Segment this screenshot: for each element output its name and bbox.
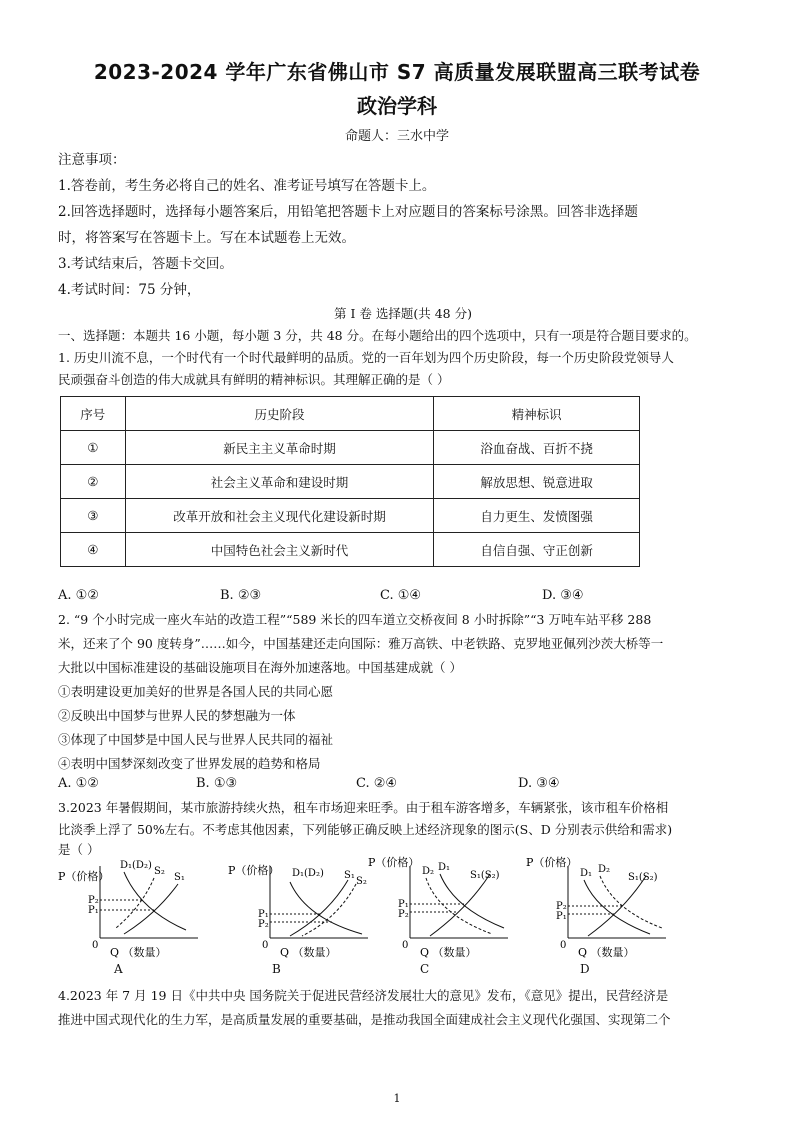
curve-label: D₁ — [438, 862, 451, 873]
note-item: 时，将答案写在答题卡上。写在本试题卷上无效。 — [58, 230, 355, 246]
curve-label: D₁(D₂) — [292, 868, 324, 879]
q1-option-c: C. ①④ — [380, 588, 422, 603]
demand-curve-d1 — [584, 880, 650, 934]
table-row — [61, 499, 640, 533]
q1-option-b: B. ②③ — [220, 588, 262, 603]
q3-stem: 是（ ） — [58, 842, 100, 857]
table-cell: 自信自强、守正创新 — [434, 533, 640, 567]
q1-stem: 民顽强奋斗创造的伟大成就具有鲜明的精神标识。其理解正确的是（ ） — [58, 372, 450, 387]
x-axis-label: Q （数量） — [578, 946, 635, 959]
x-axis-label: Q （数量） — [420, 946, 477, 959]
y-axis-label: P（价格） — [368, 856, 420, 869]
origin-label: 0 — [402, 940, 409, 951]
notes-heading: 注意事项： — [58, 152, 126, 168]
q2-statement: ①表明建设更加美好的世界是各国人民的共同心愿 — [58, 684, 334, 699]
price-label: P₁ — [88, 905, 99, 916]
table-cell: 社会主义革命和建设时期 — [125, 465, 434, 499]
q3-graph-d — [526, 858, 676, 978]
demand-curve-d2 — [600, 876, 662, 928]
origin-label: 0 — [92, 940, 99, 951]
table-cell: ① — [61, 431, 126, 465]
q1-table — [60, 396, 640, 567]
q2-stem: 米，还来了个 90 度转身”……如今，中国基建还走向国际：雅万高铁、中老铁路、克罗地亚佩列沙茨大桥等一 — [58, 636, 664, 651]
price-label: P₂ — [88, 895, 99, 906]
q2-option-a: A. ①② — [58, 776, 99, 791]
note-item: 4.考试时间：75 分钟， — [58, 282, 201, 298]
price-label: P₂ — [258, 919, 269, 930]
q2-statement: ②反映出中国梦与世界人民的梦想融为一体 — [58, 708, 296, 723]
table-row — [61, 533, 640, 567]
demand-curve-d2 — [426, 878, 492, 934]
table-header: 序号 — [61, 397, 126, 431]
origin-label: 0 — [560, 940, 567, 951]
graph-a-svg — [58, 858, 208, 978]
graph-d-svg — [526, 858, 676, 978]
table-cell: 新民主主义革命时期 — [125, 431, 434, 465]
exam-author: 命题人：三水中学 — [344, 129, 449, 144]
q2-option-b: B. ①③ — [196, 776, 238, 791]
q3-graph-a — [58, 858, 208, 978]
note-item: 1.答卷前，考生务必将自己的姓名、准考证号填写在答题卡上。 — [58, 178, 436, 194]
q1-option-d: D. ③④ — [542, 588, 584, 603]
q1-stem: 1. 历史川流不息，一个时代有一个时代最鲜明的品质。党的一百年划为四个历史阶段，每一个历史阶段党领导人 — [58, 350, 674, 365]
section-title: 第 I 卷 选择题(共 48 分) — [334, 306, 472, 321]
supply-curve-s1 — [290, 880, 348, 936]
page-number: 1 — [393, 1092, 401, 1105]
graph-c-svg — [368, 858, 518, 978]
graph-b-label: B — [272, 962, 281, 976]
table-cell: 浴血奋战、百折不挠 — [434, 431, 640, 465]
curve-label: D₂ — [598, 864, 611, 875]
note-item: 2.回答选择题时，选择每小题答案后，用铅笔把答题卡上对应题目的答案标号涂黑。回答非选择题 — [58, 204, 638, 220]
y-axis-label: P（价格） — [58, 870, 110, 883]
section-instruction: 一、选择题：本题共 16 小题，每小题 3 分，共 48 分。在每小题给出的四个选项中，只有一项是符合题目要求的。 — [58, 328, 697, 343]
y-axis-label: P（价格） — [228, 864, 280, 877]
note-item: 3.考试结束后，答题卡交回。 — [58, 256, 233, 272]
curve-label: S₁ — [344, 870, 355, 881]
table-row — [61, 465, 640, 499]
q2-stem: 大批以中国标准建设的基础设施项目在海外加速落地。中国基建成就（ ） — [58, 660, 462, 675]
q4-stem: 4.2023 年 7 月 19 日《中共中央 国务院关于促进民营经济发展壮大的意见》发布，《意见》提出，民营经济是 — [58, 988, 669, 1003]
graph-c-label: C — [420, 962, 430, 976]
table-cell: 自力更生、发愤图强 — [434, 499, 640, 533]
q2-statement: ③体现了中国梦是中国人民与世界人民共同的福祉 — [58, 732, 334, 747]
q1-option-a: A. ①② — [58, 588, 99, 603]
supply-curve — [430, 874, 490, 936]
origin-label: 0 — [262, 940, 269, 951]
curve-label: S₂ — [356, 876, 367, 887]
curve-label: S₂ — [154, 866, 165, 877]
table-cell: 改革开放和社会主义现代化建设新时期 — [125, 499, 434, 533]
price-label: P₂ — [556, 901, 567, 912]
price-label: P₂ — [398, 909, 409, 920]
q2-statement: ④表明中国梦深刻改变了世界发展的趋势和格局 — [58, 756, 321, 771]
curve-label: S₁(S₂) — [470, 870, 500, 881]
x-axis-label: Q （数量） — [280, 946, 337, 959]
table-cell: ④ — [61, 533, 126, 567]
table-header: 历史阶段 — [125, 397, 434, 431]
graph-d-label: D — [580, 962, 590, 976]
table-row — [61, 431, 640, 465]
table-cell: ② — [61, 465, 126, 499]
price-label: P₁ — [398, 899, 409, 910]
q4-stem: 推进中国式现代化的生力军，是高质量发展的重要基础，是推动我国全面建成社会主义现代化强国、实现第二个 — [58, 1012, 671, 1027]
y-axis-label: P（价格） — [526, 856, 578, 869]
q3-stem: 比淡季上浮了 50%左右。不考虑其他因素，下列能够正确反映上述经济现象的图示(S、D 分别表示供给和需求) — [58, 822, 673, 837]
graph-a-label: A — [114, 962, 123, 976]
q2-stem: 2. “9 个小时完成一座火车站的改造工程”“589 米长的四车道立交桥夜间 8 小时拆除”“3 万吨车站平移 288 — [58, 612, 652, 627]
curve-label: D₂ — [422, 866, 435, 877]
table-cell: 解放思想、锐意进取 — [434, 465, 640, 499]
supply-curve-s2 — [302, 884, 356, 936]
exam-title: 2023-2024 学年广东省佛山市 S7 高质量发展联盟高三联考试卷 — [93, 60, 701, 84]
x-axis-label: Q （数量） — [110, 946, 167, 959]
price-label: P₁ — [556, 911, 567, 922]
table-header-row — [61, 397, 640, 431]
q3-graph-b — [228, 858, 378, 978]
supply-curve-s2 — [116, 878, 154, 928]
curve-label: D₁(D₂) — [120, 860, 152, 871]
curve-label: D₁ — [580, 868, 593, 879]
table-cell: ③ — [61, 499, 126, 533]
curve-label: S₁(S₂) — [628, 872, 658, 883]
price-label: P₁ — [258, 909, 269, 920]
curve-label: S₁ — [174, 872, 185, 883]
q3-graph-c — [368, 858, 518, 978]
exam-subject: 政治学科 — [357, 94, 437, 118]
q2-option-c: C. ②④ — [356, 776, 398, 791]
q2-option-d: D. ③④ — [518, 776, 560, 791]
table-cell: 中国特色社会主义新时代 — [125, 533, 434, 567]
table-header: 精神标识 — [434, 397, 640, 431]
q3-stem: 3.2023 年暑假期间，某市旅游持续火热，租车市场迎来旺季。由于租车游客增多，车辆紧张，该市租车价格相 — [58, 800, 669, 815]
graph-b-svg — [228, 858, 378, 978]
